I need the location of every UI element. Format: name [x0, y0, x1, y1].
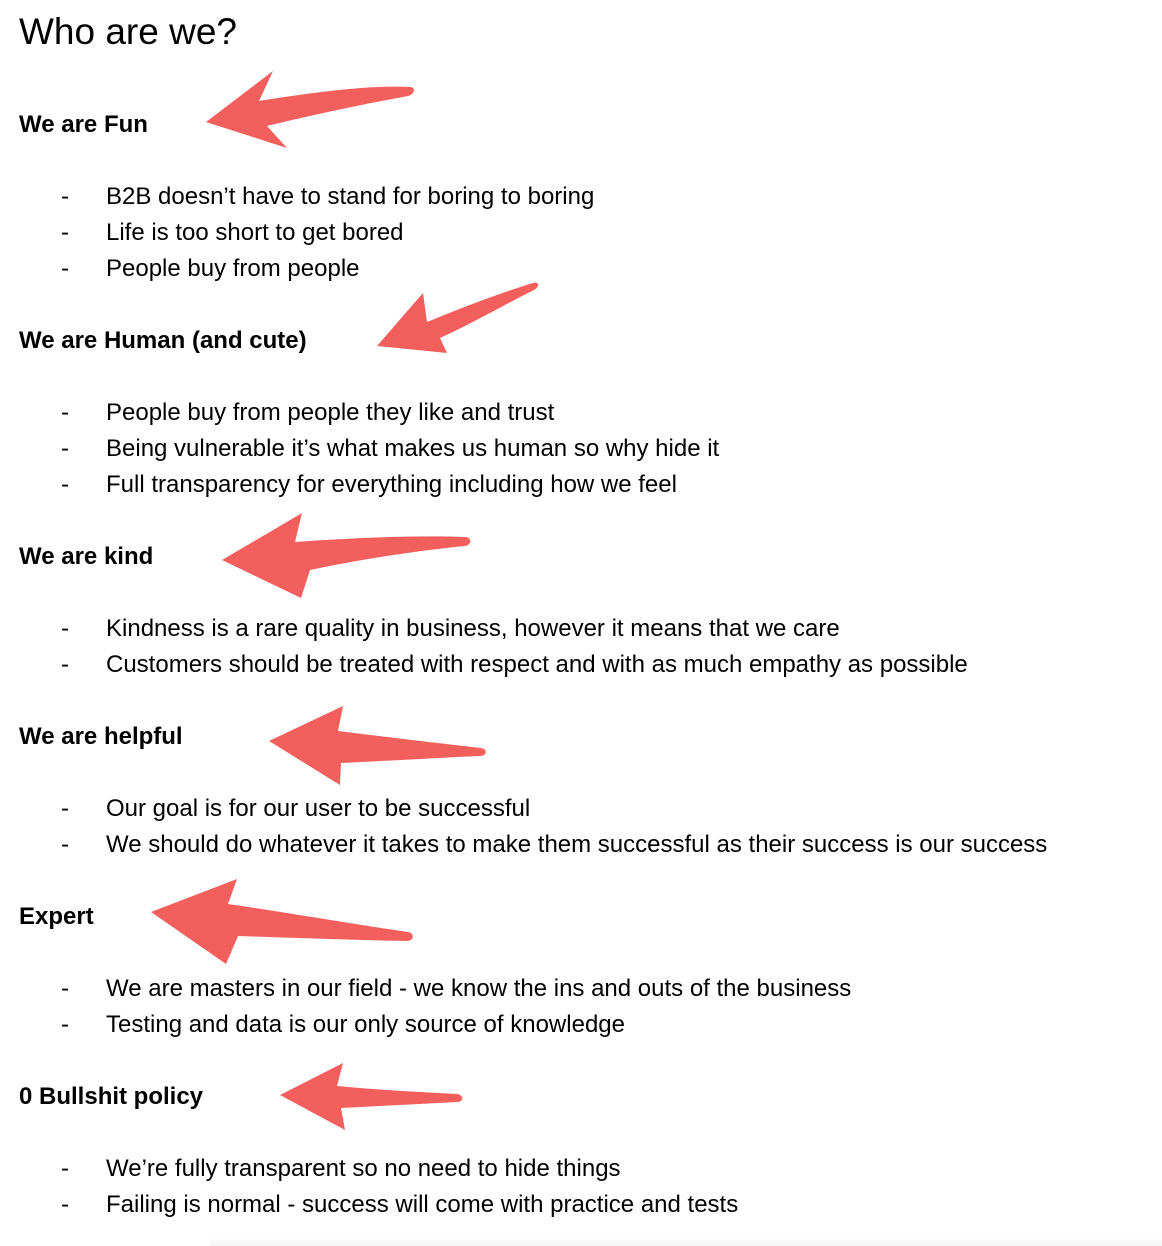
list-item-text: We should do whatever it takes to make them successful as their success is our success: [106, 831, 1048, 858]
arrow-icon: [376, 280, 540, 356]
list-item-text: Our goal is for our user to be successful: [106, 795, 531, 822]
bullet-marker: -: [61, 1011, 69, 1038]
bullet-marker: -: [61, 1191, 69, 1218]
arrow-icon: [150, 878, 416, 966]
bullet-marker: -: [61, 831, 69, 858]
bullet-marker: -: [61, 1155, 69, 1182]
arrow-icon: [221, 510, 473, 600]
bullet-marker: -: [61, 471, 69, 498]
section-heading-fun: We are Fun: [19, 111, 148, 138]
bullet-marker: -: [61, 399, 69, 426]
list-item-text: Failing is normal - success will come with practice and tests: [106, 1191, 739, 1218]
list-item-text: People buy from people: [106, 255, 360, 282]
arrow-icon: [205, 70, 417, 150]
list-item-text: People buy from people they like and trust: [106, 399, 555, 426]
page-title: Who are we?: [19, 11, 237, 52]
bullet-marker: -: [61, 975, 69, 1002]
list-item-text: B2B doesn’t have to stand for boring to boring: [106, 183, 595, 210]
list-item-text: Being vulnerable it’s what makes us human so why hide it: [106, 435, 720, 462]
list-item-text: Customers should be treated with respect and with as much empathy as possible: [106, 651, 968, 678]
section-heading-helpful: We are helpful: [19, 723, 183, 750]
list-item-text: Life is too short to get bored: [106, 219, 404, 246]
bullet-marker: -: [61, 435, 69, 462]
section-heading-bullshit-policy: 0 Bullshit policy: [19, 1083, 204, 1110]
list-item-text: Full transparency for everything including how we feel: [106, 471, 677, 498]
bullet-marker: -: [61, 795, 69, 822]
section-heading-kind: We are kind: [19, 543, 154, 570]
bullet-marker: -: [61, 183, 69, 210]
page-edge-shadow: [210, 1236, 1162, 1246]
bullet-marker: -: [61, 615, 69, 642]
list-item-text: We are masters in our field - we know the ins and outs of the business: [106, 975, 852, 1002]
section-heading-expert: Expert: [19, 903, 94, 930]
arrow-icon: [268, 705, 490, 787]
list-item-text: Testing and data is our only source of knowledge: [106, 1011, 625, 1038]
list-item-text: Kindness is a rare quality in business, however it means that we care: [106, 615, 840, 642]
arrow-icon: [279, 1062, 465, 1132]
bullet-marker: -: [61, 651, 69, 678]
bullet-marker: -: [61, 255, 69, 282]
section-heading-human: We are Human (and cute): [19, 327, 307, 354]
list-item-text: We’re fully transparent so no need to hide things: [106, 1155, 621, 1182]
bullet-marker: -: [61, 219, 69, 246]
